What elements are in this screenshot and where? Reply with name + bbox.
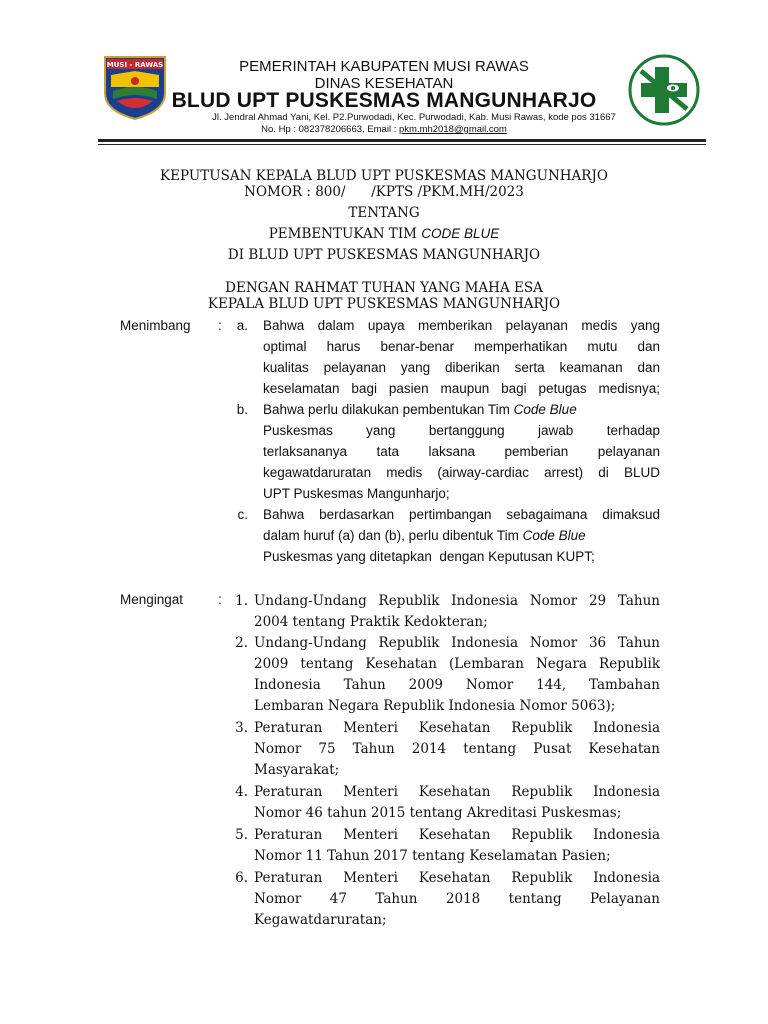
menimbang-b-line: Puskesmas yang bertanggung jawab terhadap (263, 423, 660, 438)
mengingat-item-line: Undang-Undang Republik Indonesia Nomor 29 Tahun (254, 593, 660, 609)
mengingat-item-marker: 5. (235, 827, 248, 843)
decree-subject-text: PEMBENTUKAN TIM (268, 226, 422, 242)
logo-left-text: MUSI - RAWAS (106, 61, 164, 69)
menimbang-b-line (263, 402, 660, 417)
mengingat-item-line: Kegawatdaruratan; (254, 912, 387, 928)
letterhead-rule-thin (98, 144, 706, 145)
mengingat-item-line: Peraturan Menteri Kesehatan Republik Indonesia (254, 720, 660, 736)
mengingat-item-line: Peraturan Menteri Kesehatan Republik Indonesia (254, 870, 660, 886)
menimbang-c-text: dalam huruf (a) dan (b), perlu dibentuk Tim (263, 528, 523, 543)
mengingat-item-line: Masyarakat; (254, 762, 340, 778)
menimbang-b-marker: b. (236, 402, 248, 417)
mengingat-item-marker: 3. (235, 720, 248, 736)
mengingat-item-line: Nomor 11 Tahun 2017 tentang Keselamatan Pasien; (254, 848, 611, 864)
letterhead-department: DINAS KESEHATAN (314, 75, 454, 92)
menimbang-a-line: kualitas pelayanan yang diberikan serta keamanan dan (263, 360, 660, 375)
mengingat-item-line: Peraturan Menteri Kesehatan Republik Indonesia (254, 827, 660, 843)
decree-number: NOMOR : 800/ /KPTS /PKM.MH/2023 (244, 184, 524, 200)
mengingat-item-marker: 1. (235, 593, 248, 609)
contact-email: pkm.mh2018@gmail.com (398, 124, 507, 135)
mengingat-item-line: Peraturan Menteri Kesehatan Republik Indonesia (254, 784, 660, 800)
menimbang-a-line: optimal harus benar-benar memperhatikan mutu dan (263, 339, 660, 354)
menimbang-a-line: keselamatan bagi pasien maupun bagi petugas medisnya; (263, 381, 660, 396)
mengingat-item-marker: 4. (235, 784, 248, 800)
menimbang-colon: : (218, 318, 222, 333)
menimbang-a-line: Bahwa dalam upaya memberikan pelayanan medis yang (263, 318, 660, 333)
mengingat-item-line: Nomor 47 Tahun 2018 tentang Pelayanan (254, 891, 660, 907)
menimbang-c-marker: c. (237, 507, 248, 522)
mengingat-item-marker: 2. (235, 635, 248, 651)
menimbang-b-line: kegawatdaruratan medis (airway-cardiac arrest) di BLUD (263, 465, 660, 480)
letterhead-rule-thick (98, 139, 706, 142)
decree-authority: KEPALA BLUD UPT PUSKESMAS MANGUNHARJO (207, 296, 561, 312)
decree-location: DI BLUD UPT PUSKESMAS MANGUNHARJO (227, 247, 541, 263)
mengingat-item-line: 2009 tentang Kesehatan (Lembaran Negara Republik (254, 656, 660, 672)
decree-invocation: DENGAN RAHMAT TUHAN YANG MAHA ESA (225, 280, 543, 296)
menimbang-b-line: UPT Puskesmas Mangunharjo; (263, 486, 450, 501)
mengingat-item-line: 2004 tentang Praktik Kedokteran; (254, 614, 488, 630)
mengingat-item-line: Nomor 46 tahun 2015 tentang Akreditasi Puskesmas; (254, 805, 622, 821)
decree-title: KEPUTUSAN KEPALA BLUD UPT PUSKESMAS MANGUNHARJO (160, 168, 608, 184)
menimbang-c-line: Bahwa berdasarkan pertimbangan sebagaimana dimaksud (263, 507, 660, 522)
menimbang-c-line (263, 528, 660, 543)
mengingat-item-marker: 6. (235, 870, 248, 886)
letterhead-contact (0, 124, 768, 135)
contact-phone: No. Hp : 082378206663, Email : (261, 124, 399, 135)
mengingat-item-line: Nomor 75 Tahun 2014 tentang Pusat Kesehatan (254, 741, 660, 757)
menimbang-c-line: Puskesmas yang ditetapkan dengan Keputusan KUPT; (263, 549, 595, 564)
letterhead-government: PEMERINTAH KABUPATEN MUSI RAWAS (239, 58, 529, 75)
letterhead-address: Jl. Jendral Ahmad Yani, Kel. P2.Purwodadi, Kec. Purwodadi, Kab. Musi Rawas, kode pos 31667 (212, 112, 616, 123)
menimbang-a-marker: a. (236, 318, 248, 333)
menimbang-b-italic: Code Blue (513, 402, 577, 417)
menimbang-c-italic: Code Blue (522, 528, 586, 543)
menimbang-b-text: Bahwa perlu dilakukan pembentukan Tim (263, 402, 514, 417)
mengingat-label: Mengingat (120, 592, 184, 607)
mengingat-colon: : (218, 592, 222, 607)
menimbang-b-line: terlaksananya tata laksana pemberian pelayanan (263, 444, 660, 459)
decree-subject-italic: CODE BLUE (421, 226, 500, 241)
menimbang-label: Menimbang (120, 318, 191, 333)
decree-subject (0, 226, 768, 242)
mengingat-item-line: Lembaran Negara Republik Indonesia Nomor 5063); (254, 698, 616, 714)
letterhead-institution: BLUD UPT PUSKESMAS MANGUNHARJO (171, 89, 597, 112)
mengingat-item-line: Undang-Undang Republik Indonesia Nomor 36 Tahun (254, 635, 660, 651)
mengingat-item-line: Indonesia Tahun 2009 Nomor 144, Tambahan (254, 677, 660, 693)
decree-tentang: TENTANG (348, 205, 420, 221)
